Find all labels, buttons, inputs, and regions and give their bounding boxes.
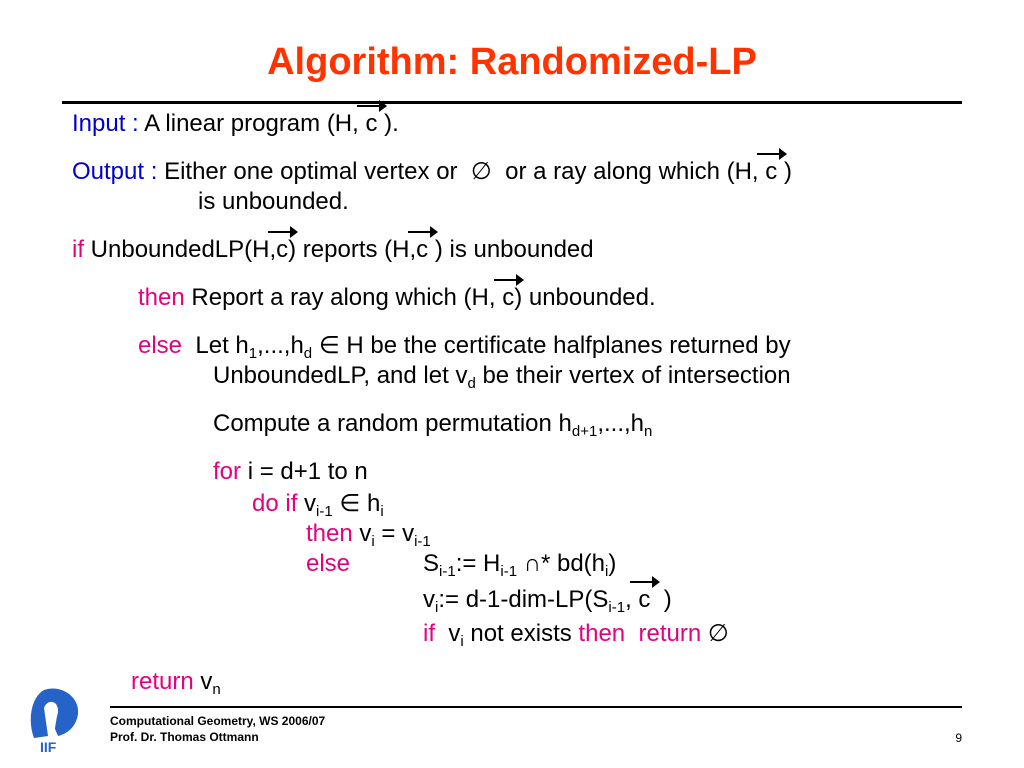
vector-c: c xyxy=(765,158,777,186)
else-s-line: $S_{i-1}:= H_{i-1}$ ∩* $bd(h_i)$ xyxy=(423,550,617,580)
then-report-line: then Report a ray along which (H, c) unbounded. xyxy=(138,284,656,312)
do-if-line: do if $v_{i-1}$ ∈ $h_i$ xyxy=(252,490,384,520)
if-keyword: if xyxy=(423,620,435,647)
vector-c: c xyxy=(638,586,650,614)
if-unbounded-line: if UnboundedLP(H, c) reports (H, c ) is unbounded xyxy=(72,236,594,264)
title-divider xyxy=(62,101,962,104)
output-line: Output : Either one optimal vertex or ∅ or a ray along which (H, c ) xyxy=(72,158,792,186)
for-loop-line: for i = d+1 to n xyxy=(213,458,368,485)
vector-c: c xyxy=(365,110,377,138)
return-keyword: return xyxy=(131,668,194,695)
vi-assign-line: $v_i:= d-1-dim-LP(S_{i-1}$, c ) xyxy=(423,586,672,614)
vector-arrow-icon xyxy=(268,225,298,239)
page-number: 9 xyxy=(955,731,962,745)
input-keyword: Input : xyxy=(72,110,139,137)
input-text: A linear program (H, xyxy=(144,110,359,137)
iif-logo xyxy=(18,682,98,754)
vector-arrow-icon xyxy=(494,273,524,287)
empty-set-symbol: ∅ xyxy=(470,158,492,185)
footer-divider xyxy=(110,706,962,708)
compute-permutation-line: Compute a random permutation $h_{d+1},...,h_n$ xyxy=(213,410,653,440)
vector-arrow-icon xyxy=(357,99,387,113)
if-not-exists-line: if $v_i$ not exists then return ∅ xyxy=(423,620,729,650)
output-line-2: is unbounded. xyxy=(198,188,349,215)
else-let-line-2: UnboundedLP, and let $v_d$ be their vertex of intersection xyxy=(213,362,791,392)
do-if-keyword: do if xyxy=(252,490,298,517)
vector-c: c xyxy=(416,236,428,264)
else-keyword: else xyxy=(138,332,183,359)
vector-arrow-icon xyxy=(408,225,438,239)
vector-c: c xyxy=(502,284,514,312)
vector-arrow-icon xyxy=(630,575,660,589)
then-assign-line: then $v_i = v_{i-1}$ xyxy=(306,520,431,550)
then-keyword: then xyxy=(578,620,626,647)
empty-set-symbol: ∅ xyxy=(707,620,729,647)
output-keyword: Output : xyxy=(72,158,158,185)
svg-text:IIF: IIF xyxy=(40,739,57,754)
slide-title: Algorithm: Randomized-LP xyxy=(267,41,757,83)
return-line: return $v_n$ xyxy=(131,668,221,698)
else-keyword-line xyxy=(306,550,350,578)
then-keyword: then xyxy=(138,284,185,311)
else-keyword: else xyxy=(306,550,351,577)
return-keyword: return xyxy=(638,620,702,647)
for-keyword: for xyxy=(213,458,242,485)
vector-c: c xyxy=(276,236,288,264)
input-line: Input : A linear program (H, c ). xyxy=(72,110,399,138)
vector-arrow-icon xyxy=(757,147,787,161)
else-let-line: else Let $h_1,...,h_d$ ∈ H be the certificate halfplanes returned by xyxy=(138,332,791,362)
then-keyword: then xyxy=(306,520,353,547)
footer-course: Computational Geometry, WS 2006/07 xyxy=(110,714,326,728)
footer-author: Prof. Dr. Thomas Ottmann xyxy=(110,730,259,744)
if-keyword: if xyxy=(72,236,84,263)
